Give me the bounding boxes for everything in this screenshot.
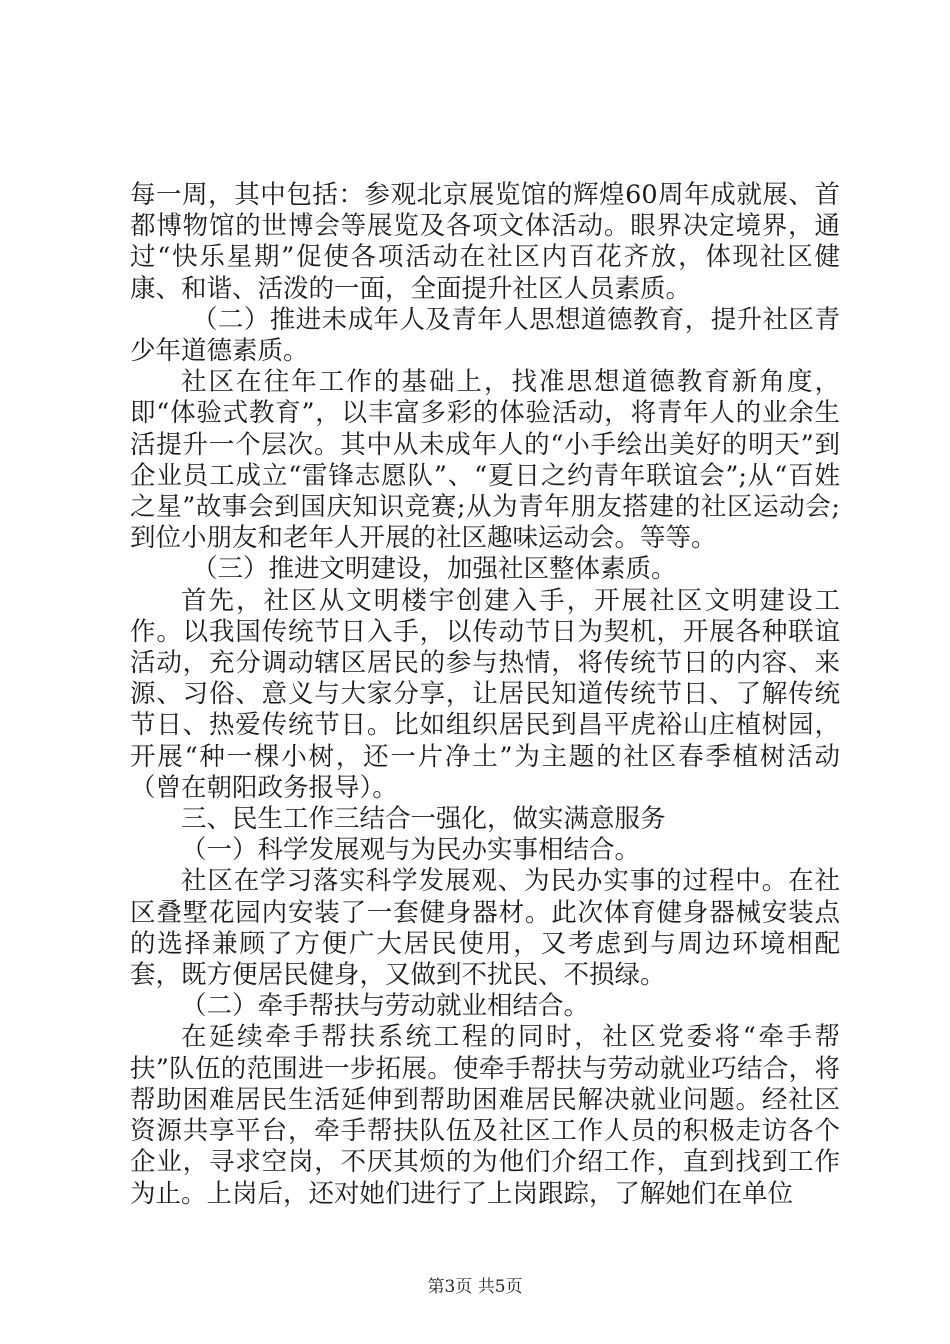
paragraph-civilization: 首先，社区从文明楼宇创建入手，开展社区文明建设工作。以我国传统节日入手，以传动节日为契机，开展各种联谊活动，充分调动辖区居民的参与热情，将传统节日的内容、来源、习俗、意义与大家分享，让居民知道传统节日、了解传统节日、热爱传统节日。比如组织居民到昌平虎裕山庄植树园，开展“种一棵小树，还一片净土”为主题的社区春季植树活动（曾在朝阳政务报导）。 [130,585,840,803]
paragraph-fitness-equipment: 社区在学习落实科学发展观、为民办实事的过程中。在社区叠墅花园内安装了一套健身器材。此次体育健身器械安装点的选择兼顾了方便广大居民使用，又考虑到与周边环境相配套，既方便居民健身，又做到不扰民、不损绿。 [130,866,840,991]
paragraph-employment: 在延续牵手帮扶系统工程的同时，社区党委将“牵手帮扶”队伍的范围进一步拓展。使牵手帮扶与劳动就业巧结合，将帮助困难居民生活延伸到帮助困难居民解决就业问题。经社区资源共享平台，牵手帮扶队伍及社区工作人员的积极走访各个企业，寻求空岗，不厌其烦的为他们介绍工作，直到找到工作为止。上岗后，还对她们进行了上岗跟踪，了解她们在单位 [130,1022,840,1209]
paragraph-youth-education: 社区在往年工作的基础上，找准思想道德教育新角度，即“体验式教育”，以丰富多彩的体验活动，将青年人的业余生活提升一个层次。其中从未成年人的“小手绘出美好的明天”到企业员工成立“雷锋志愿队”、“夏日之约青年联谊会”;从“百姓之星”故事会到国庆知识竞赛;从为青年朋友搭建的社区运动会;到位小朋友和老年人开展的社区趣味运动会。等等。 [130,367,840,554]
paragraph-continuation: 每一周，其中包括：参观北京展览馆的辉煌60周年成就展、首都博物馆的世博会等展览及各项文体活动。眼界决定境界，通过“快乐星期”促使各项活动在社区内百花齐放，体现社区健康、和谐、活泼的一面，全面提升社区人员素质。 [130,180,840,304]
document-body [130,180,840,1210]
subheading-civilization: （三）推进文明建设，加强社区整体素质。 [192,554,677,585]
subheading-youth-education: （二）推进未成年人及青年人思想道德教育，提升社区青少年道德素质。 [130,304,840,367]
subheading-employment: （二）牵手帮扶与劳动就业相结合。 [181,991,590,1022]
section-heading-livelihood: 三、民生工作三结合一强化，做实满意服务 [181,804,666,835]
page-number-footer: 第3页 共5页 [427,1277,523,1297]
subheading-science-development: （一）科学发展观与为民办实事相结合。 [181,835,641,866]
